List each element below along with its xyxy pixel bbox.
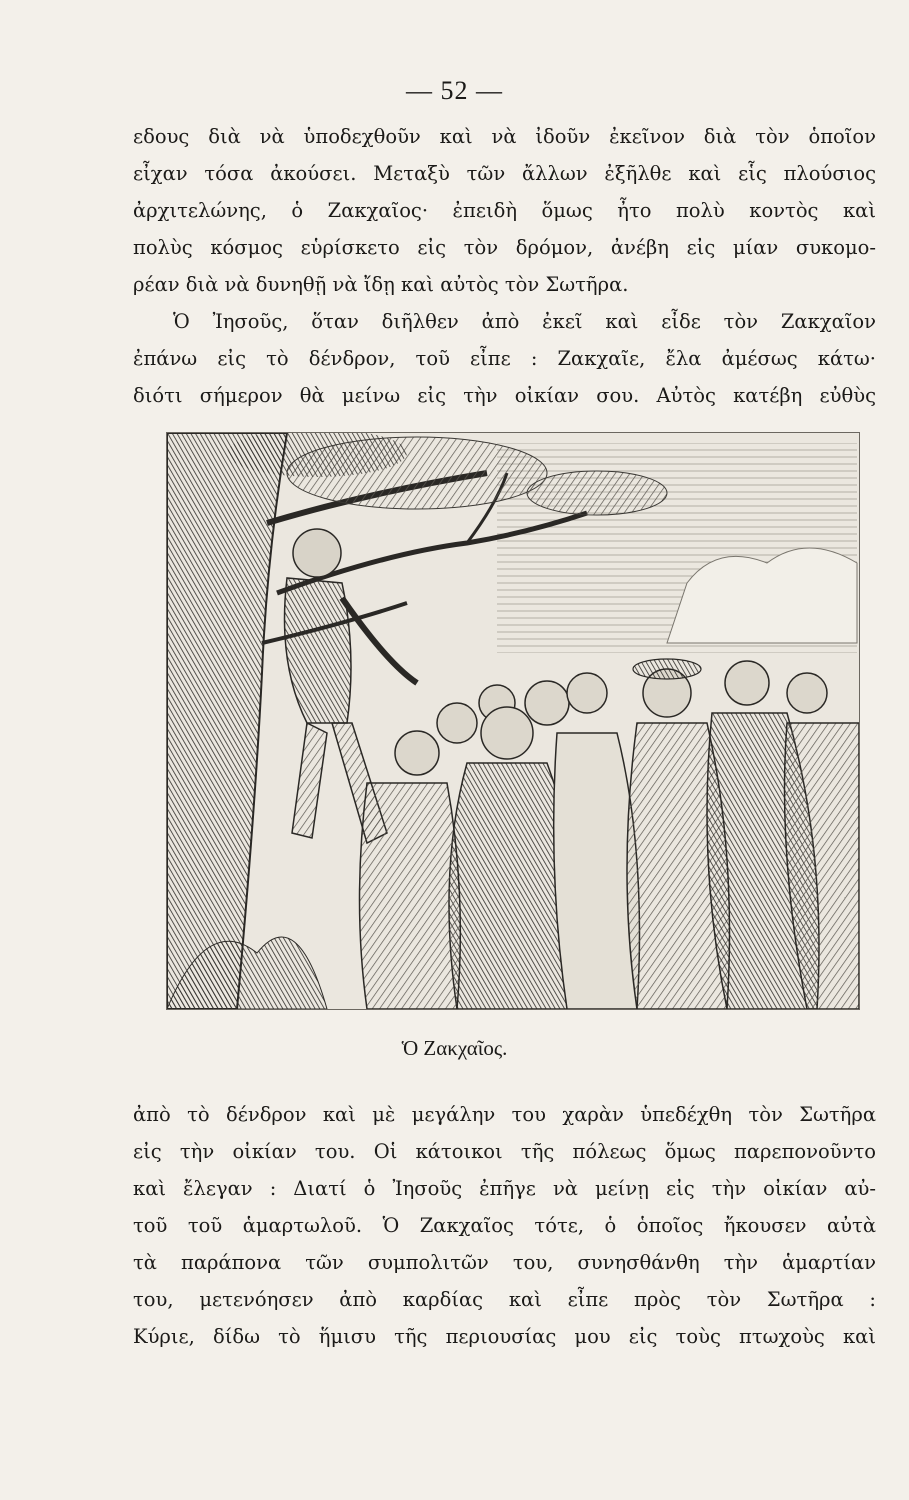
paragraph-top	[133, 118, 876, 414]
text-line: του, μετενόησεν ἀπὸ καρδίας καὶ εἶπε πρὸς τὸν Σωτῆρα :	[133, 1288, 876, 1311]
text-line: διότι σήμερον θὰ μείνω εἰς τὴν οἰκίαν σου. Αὐτὸς κατέβη εὐθὺς	[133, 384, 876, 407]
text-line: Ὁ Ἰησοῦς, ὅταν διῆλθεν ἀπὸ ἐκεῖ καὶ εἶδε τὸν Ζακχαῖον	[173, 310, 876, 333]
text-line: καὶ ἔλεγαν : Διατί ὁ Ἰησοῦς ἐπῆγε νὰ μείνῃ εἰς τὴν οἰκίαν αὐ-	[133, 1177, 876, 1200]
text-line: εἰς τὴν οἰκίαν του. Οἱ κάτοικοι τῆς πόλεως ὅμως παρεπονοῦντο	[133, 1140, 876, 1163]
text-line: πολὺς κόσμος εὑρίσκετο εἰς τὸν δρόμον, ἀνέβη εἰς μίαν συκομο-	[133, 236, 876, 259]
paragraph-bottom	[133, 1096, 876, 1355]
text-line: ἀρχιτελώνης, ὁ Ζακχαῖος· ἐπειδὴ ὅμως ἦτο πολὺ κοντὸς καὶ	[133, 199, 876, 222]
text-line: εἶχαν τόσα ἀκούσει. Μεταξὺ τῶν ἄλλων ἐξῆλθε καὶ εἷς πλούσιος	[133, 162, 876, 185]
text-line: εδους διὰ νὰ ὑποδεχθοῦν καὶ νὰ ἰδοῦν ἐκεῖνον διὰ τὸν ὁποῖον	[133, 125, 876, 148]
text-line: ἐπάνω εἰς τὸ δένδρον, τοῦ εἶπε : Ζακχαῖε, ἔλα ἀμέσως κάτω·	[133, 347, 876, 370]
text-line: ἀπὸ τὸ δένδρον καὶ μὲ μεγάλην του χαρὰν ὑπεδέχθη τὸν Σωτῆρα	[133, 1103, 876, 1126]
illustration-caption: Ὁ Ζακχαῖος.	[401, 1036, 508, 1060]
page-number: — 52 —	[406, 76, 503, 105]
text-line: ρέαν διὰ νὰ δυνηθῇ νὰ ἴδῃ καὶ αὐτὸς τὸν Σωτῆρα.	[133, 273, 629, 296]
engraving-zacchaeus	[166, 432, 860, 1010]
engraving-drawing	[167, 433, 859, 1009]
text-line: τοῦ τοῦ ἁμαρτωλοῦ. Ὁ Ζακχαῖος τότε, ὁ ὁποῖος ἤκουσεν αὐτὰ	[133, 1214, 876, 1237]
text-line: Κύριε, δίδω τὸ ἥμισυ τῆς περιουσίας μου εἰς τοὺς πτωχοὺς καὶ	[133, 1325, 876, 1348]
text-line: τὰ παράπονα τῶν συμπολιτῶν του, συνησθάνθη τὴν ἁμαρτίαν	[133, 1251, 876, 1274]
